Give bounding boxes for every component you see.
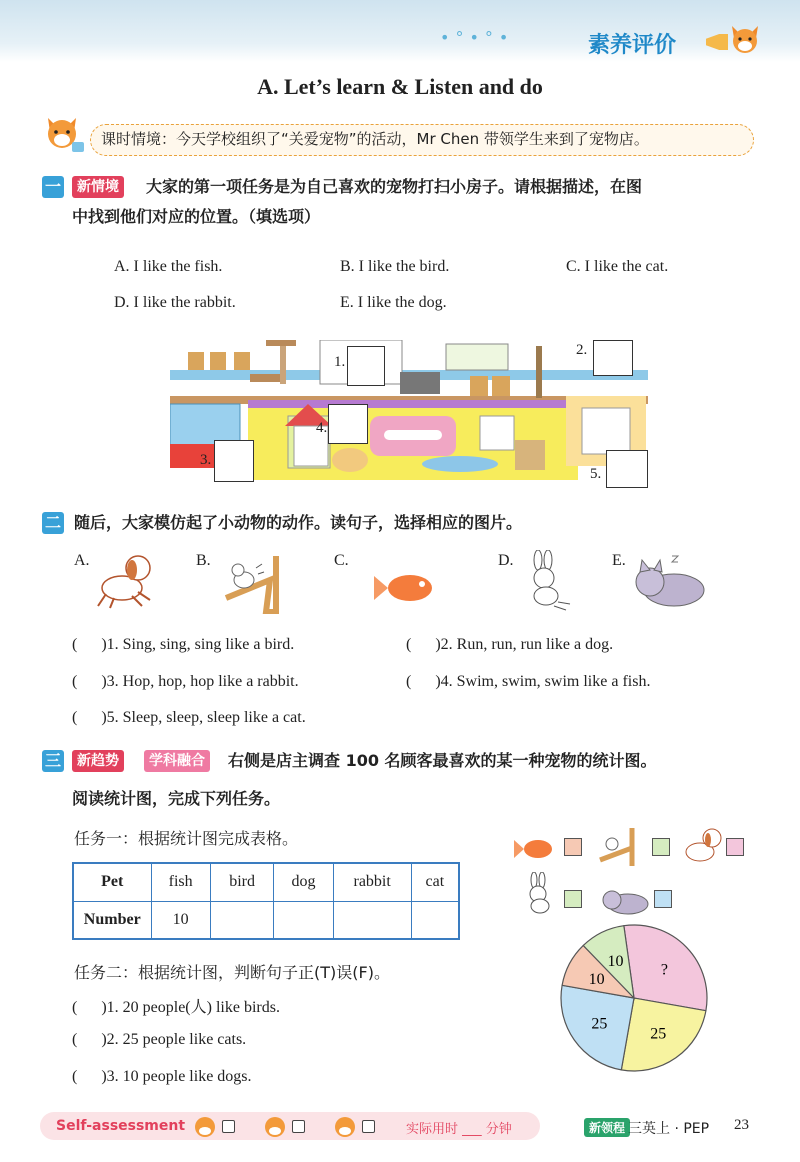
answer-box-5[interactable] <box>606 450 648 488</box>
sentence-4: ( )4. Swim, swim, swim like a fish. <box>406 673 651 690</box>
section1-instruction-line1: 大家的第一项任务是为自己喜欢的宠物打扫小房子。请根据描述，在图 <box>146 177 643 196</box>
sentence-3: ( )3. Hop, hop, hop like a rabbit. <box>72 673 299 690</box>
goldfish-picture <box>370 568 442 608</box>
tf-sentence-2: ( )2. 25 people like cats. <box>72 1031 247 1048</box>
fish-legend-icon <box>512 834 558 864</box>
picture-label-e: E. <box>612 552 626 569</box>
badge-cross-subject: 学科融合 <box>144 750 210 772</box>
sentence-1: ( )1. Sing, sing, sing like a bird. <box>72 636 295 653</box>
table-row <box>73 901 459 939</box>
table-input-dog[interactable] <box>274 901 333 939</box>
book-label: 三英上 · PEP <box>628 1121 710 1137</box>
option-c: C. I like the cat. <box>566 258 669 275</box>
rating-checkbox[interactable] <box>222 1120 235 1133</box>
fox-mascot-icon <box>40 112 88 158</box>
blank-label-4: 4. <box>316 420 328 436</box>
answer-box-2[interactable] <box>593 340 633 376</box>
section-number: 三 <box>42 750 64 772</box>
legend-swatch-rabbit <box>564 890 582 908</box>
table-cell: bird <box>210 863 274 901</box>
hopping-rabbit-picture <box>518 550 574 616</box>
pie-slice-label: 10 <box>607 952 624 970</box>
task1-label: 任务一：根据统计图完成表格。 <box>74 829 299 848</box>
footer <box>40 1112 764 1140</box>
favorite-pet-pie-chart <box>558 922 710 1074</box>
fox-mascot-icon <box>728 22 762 56</box>
table-input-cat[interactable] <box>411 901 459 939</box>
fox-face-icon <box>332 1114 358 1138</box>
legend-swatch-fish <box>564 838 582 856</box>
table-cell: dog <box>274 863 333 901</box>
blank-label-3: 3. <box>200 452 212 468</box>
cat-legend-icon <box>598 880 652 916</box>
dog-legend-icon <box>680 826 726 866</box>
header-band <box>0 0 800 62</box>
table-input-bird[interactable] <box>210 901 274 939</box>
picture-label-b: B. <box>196 552 211 569</box>
pie-slice-label: 25 <box>650 1025 667 1043</box>
table-cell: fish <box>151 863 210 901</box>
time-used-label: 实际用时 ___ 分钟 <box>406 1122 512 1137</box>
table-cell: cat <box>411 863 459 901</box>
blank-label-1: 1. <box>334 354 346 370</box>
section-number: 一 <box>42 176 64 198</box>
answer-box-4[interactable] <box>328 404 368 444</box>
brand-badge: 新领程 <box>584 1118 630 1137</box>
picture-label-d: D. <box>498 552 514 569</box>
section2-instruction: 随后，大家模仿起了小动物的动作。读句子，选择相应的图片。 <box>74 513 523 532</box>
table-cell: Number <box>73 901 151 939</box>
picture-label-a: A. <box>74 552 90 569</box>
rating-checkbox[interactable] <box>362 1120 375 1133</box>
lesson-context: 课时情境：今天学校组织了“关爱宠物”的活动，Mr Chen 带领学生来到了宠物店。 <box>90 124 754 156</box>
sentence-2: ( )2. Run, run, run like a dog. <box>406 636 614 653</box>
badge-new-context: 新情境 <box>72 176 124 198</box>
page-number: 23 <box>734 1117 749 1133</box>
bird-on-branch-picture <box>216 550 296 614</box>
fox-face-icon <box>192 1114 218 1138</box>
tf-sentence-3: ( )3. 10 people like dogs. <box>72 1068 252 1085</box>
table-cell: Pet <box>73 863 151 901</box>
pie-slice-label: 10 <box>588 971 605 989</box>
table-row <box>73 863 459 901</box>
paw-prints-icon: •°•°• <box>440 28 515 47</box>
answer-box-1[interactable] <box>347 346 385 386</box>
sentence-5: ( )5. Sleep, sleep, sleep like a cat. <box>72 709 306 726</box>
task2-label: 任务二：根据统计图，判断句子正(T)误(F)。 <box>74 963 390 982</box>
badge-new-trend: 新趋势 <box>72 750 124 772</box>
pie-slice-label: 25 <box>591 1015 608 1033</box>
table-cell: 10 <box>151 901 210 939</box>
section3-instruction-line1: 右侧是店主调查 100 名顾客最喜欢的某一种宠物的统计图。 <box>228 751 657 770</box>
pet-count-table <box>72 862 460 940</box>
blank-label-5: 5. <box>590 466 602 482</box>
sleeping-cat-picture <box>632 552 710 610</box>
rating-checkbox[interactable] <box>292 1120 305 1133</box>
bird-legend-icon <box>592 826 646 866</box>
blank-label-2: 2. <box>576 342 588 358</box>
header-tag: 素养评价 <box>588 33 677 58</box>
option-a: A. I like the fish. <box>114 258 223 275</box>
legend-swatch-dog <box>726 838 744 856</box>
option-d: D. I like the rabbit. <box>114 294 236 311</box>
section1-instruction-line2: 中找到他们对应的位置。（填选项） <box>72 207 321 226</box>
page-title: A. Let’s learn & Listen and do <box>257 74 543 99</box>
fox-face-icon <box>262 1114 288 1138</box>
rabbit-legend-icon <box>520 872 558 916</box>
self-assessment-label: Self-assessment <box>56 1118 186 1134</box>
legend-swatch-cat <box>654 890 672 908</box>
option-b: B. I like the bird. <box>340 258 450 275</box>
tf-sentence-1: ( )1. 20 people(人) like birds. <box>72 999 280 1016</box>
section-number: 二 <box>42 512 64 534</box>
picture-label-c: C. <box>334 552 349 569</box>
answer-box-3[interactable] <box>214 440 254 482</box>
running-dog-picture <box>92 550 158 612</box>
option-e: E. I like the dog. <box>340 294 447 311</box>
legend-swatch-bird <box>652 838 670 856</box>
section3-instruction-line2: 阅读统计图，完成下列任务。 <box>72 789 281 808</box>
pie-slice-label: ? <box>660 961 669 979</box>
table-cell: rabbit <box>333 863 411 901</box>
table-input-rabbit[interactable] <box>333 901 411 939</box>
